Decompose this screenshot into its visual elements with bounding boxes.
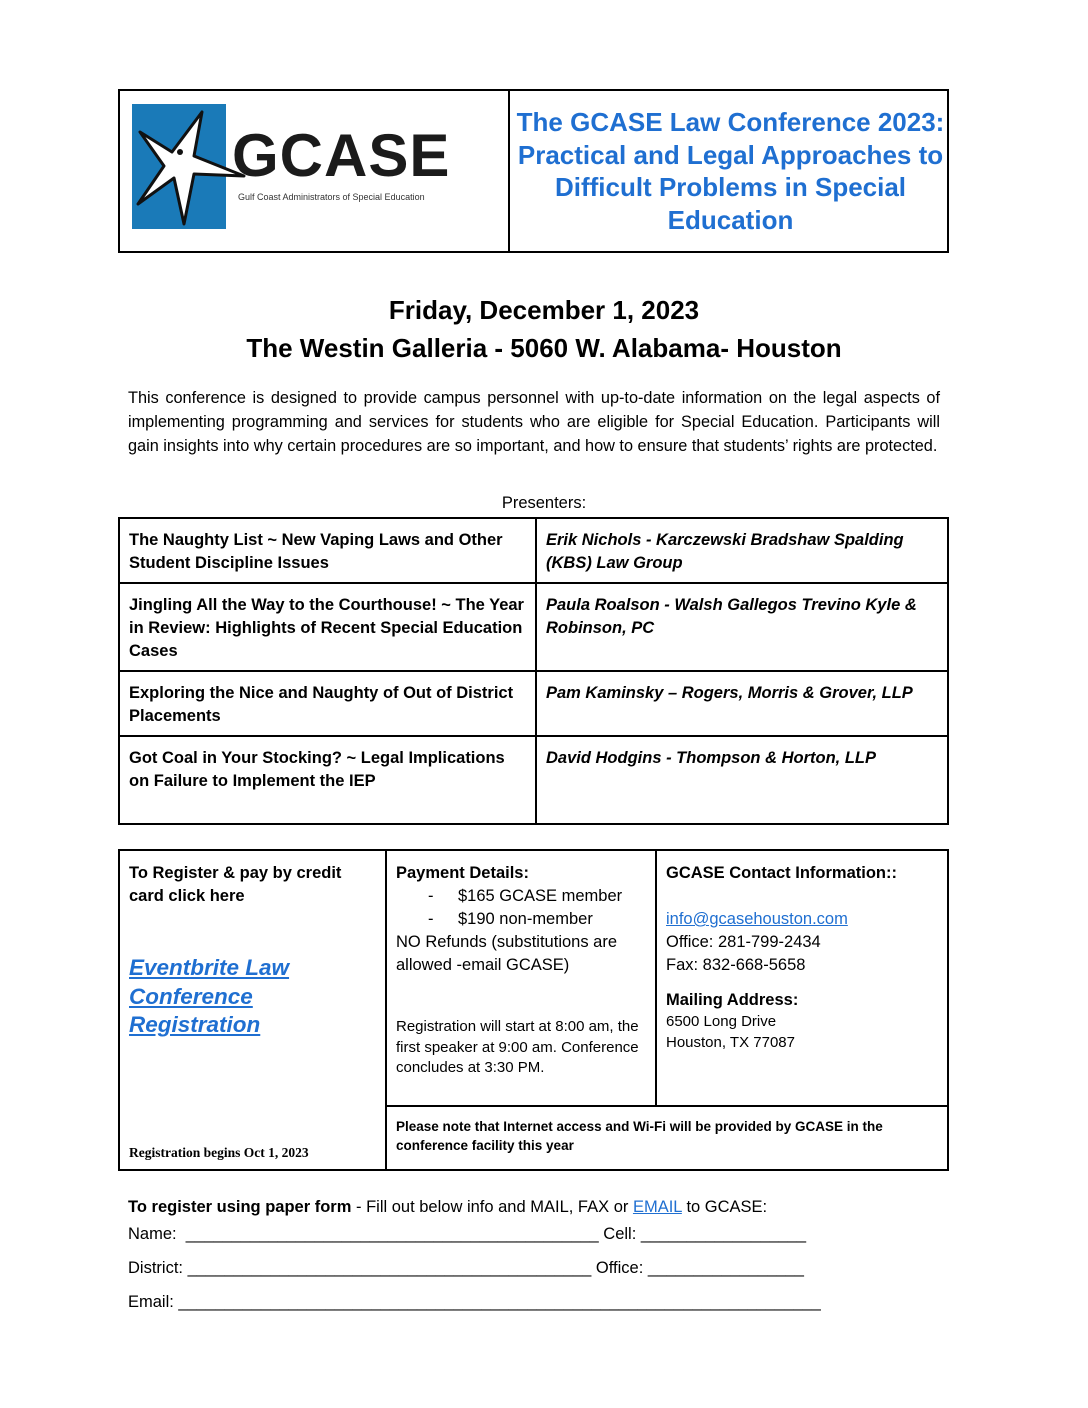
divider (385, 1105, 947, 1107)
contact-email-link[interactable]: info@gcasehouston.com (666, 910, 848, 928)
mailing-street: 6500 Long Drive (666, 1013, 777, 1030)
divider (655, 851, 657, 1107)
price-member: $165 GCASE member (458, 887, 623, 905)
bullet-dash: - (428, 887, 434, 905)
paper-form-instructions (128, 1198, 767, 1217)
register-cta: To Register & pay by credit card click here (129, 864, 342, 905)
contact-info (666, 862, 946, 1053)
bullet-dash: - (428, 910, 434, 928)
wifi-note: Please note that Internet access and Wi-Fi will be provided by GCASE in the conference facility this year (396, 1119, 883, 1153)
gcase-logo (132, 104, 451, 230)
paper-form-end: to GCASE: (681, 1198, 768, 1216)
presenters-table (118, 517, 949, 825)
registration-begins: Registration begins Oct 1, 2023 (129, 1145, 309, 1160)
divider (385, 851, 387, 1169)
conference-title: The GCASE Law Conference 2023: Practical and Legal Approaches to Difficult Problems in Special Education (516, 107, 945, 235)
paper-form-lead: To register using paper form (128, 1198, 352, 1216)
session-topic: Got Coal in Your Stocking? ~ Legal Implications on Failure to Implement the IEP (119, 736, 536, 824)
session-presenter: David Hodgins - Thompson & Horton, LLP (536, 736, 948, 824)
session-presenter: Paula Roalson - Walsh Gallegos Trevino Kyle & Robinson, PC (536, 583, 948, 671)
header-box (118, 89, 949, 253)
header-divider (508, 91, 510, 251)
email-link[interactable]: EMAIL (632, 1198, 682, 1216)
presenters-label: Presenters: (501, 494, 587, 512)
session-topic: The Naughty List ~ New Vaping Laws and Other Student Discipline Issues (119, 518, 536, 583)
logo-wordmark: GCASE (232, 122, 451, 189)
price-non-member: $190 non-member (458, 910, 593, 928)
contact-office-phone: Office: 281-799-2434 (666, 933, 821, 951)
email-field-row[interactable]: Email: ______________________________________________________________________ (128, 1293, 821, 1311)
refund-policy: NO Refunds (substitutions are allowed -email GCASE) (396, 933, 618, 974)
session-presenter: Erik Nichols - Karczewski Bradshaw Spalding (KBS) Law Group (536, 518, 948, 583)
table-row (119, 583, 948, 671)
mailing-heading: Mailing Address: (666, 991, 799, 1009)
list-item (396, 885, 646, 908)
registration-box (118, 849, 949, 1171)
event-venue: The Westin Galleria - 5060 W. Alabama- Houston (246, 333, 842, 363)
table-row (119, 736, 948, 824)
schedule-text: Registration will start at 8:00 am, the first speaker at 9:00 am. Conference concludes at 3:30 PM. (396, 1018, 639, 1076)
name-field-row[interactable]: Name: _____________________________________________ Cell: __________________ (128, 1225, 807, 1243)
district-field-row[interactable]: District: ____________________________________________ Office: _________________ (128, 1259, 804, 1277)
table-row (119, 671, 948, 736)
contact-heading: GCASE Contact Information:: (666, 864, 897, 882)
contact-fax: Fax: 832-668-5658 (666, 956, 806, 974)
table-row (119, 518, 948, 583)
event-date: Friday, December 1, 2023 (388, 295, 700, 325)
list-item (396, 908, 646, 931)
mailing-city: Houston, TX 77087 (666, 1033, 795, 1051)
session-presenter: Pam Kaminsky – Rogers, Morris & Grover, LLP (536, 671, 948, 736)
payment-heading: Payment Details: (396, 864, 529, 882)
session-topic: Jingling All the Way to the Courthouse! ~ The Year in Review: Highlights of Recent Special Education Cases (119, 583, 536, 671)
logo-tagline: Gulf Coast Administrators of Special Education (238, 192, 425, 202)
intro-paragraph: This conference is designed to provide campus personnel with up-to-date information on the legal aspects of implementing programming and services for students who are eligible for Special Education. Participants will gain insights into why certain procedures are so important, and how to ensure that students’ rights are protected. (128, 389, 940, 455)
eventbrite-registration-link[interactable]: Eventbrite Law Conference Registration (129, 955, 290, 1037)
session-topic: Exploring the Nice and Naughty of Out of District Placements (119, 671, 536, 736)
paper-form-text: - Fill out below info and MAIL, FAX or (351, 1198, 633, 1216)
payment-details (396, 862, 646, 977)
logo-blue-square (132, 104, 226, 229)
starfish-icon (132, 104, 247, 229)
